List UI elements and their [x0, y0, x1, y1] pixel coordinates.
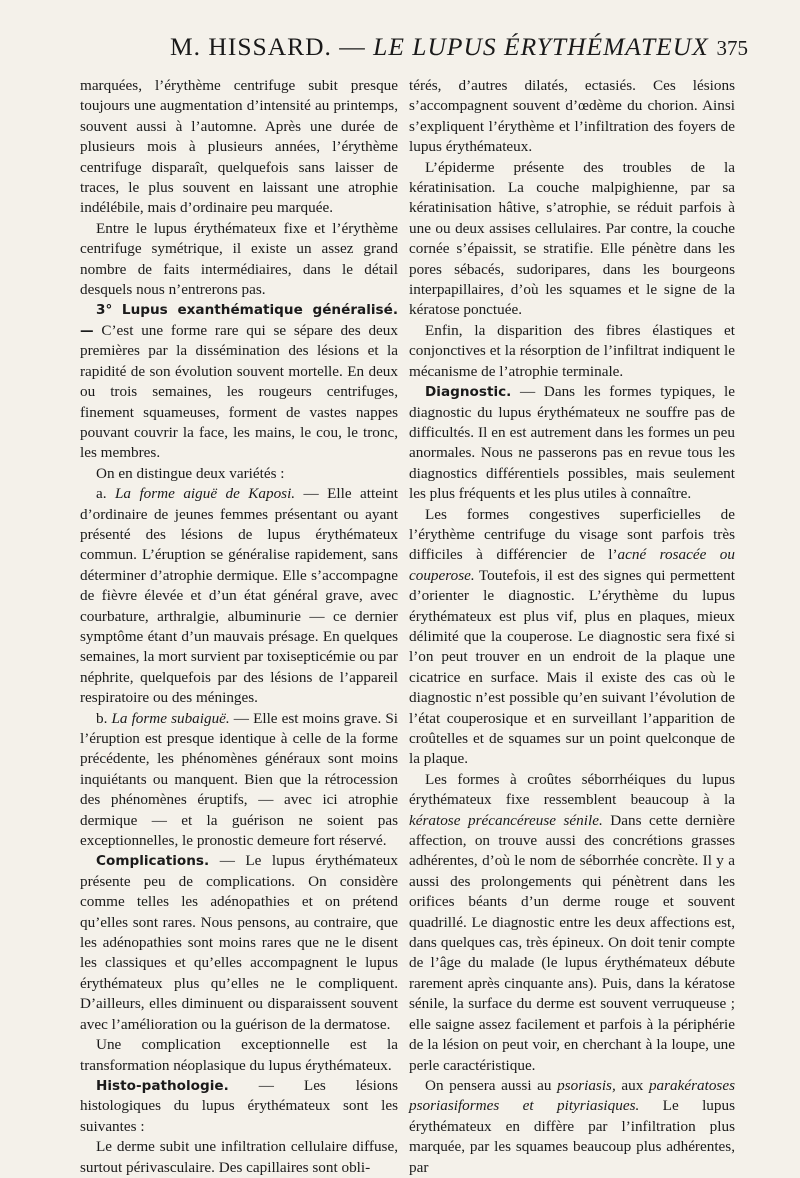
paragraph-text: — Elle est moins grave. Si l’éruption est presque identique à celle de la forme précédente, les phénomènes généraux sont moins inquiétants ou manquent. Bien que la rétrocession des phénomènes éruptifs, — avec ici atrophie dermique — et la guérison ne soient pas exceptionnelles, le pronostic demeure fort réservé.: [80, 709, 399, 850]
paragraph-text: C’est une forme rare qui se sépare des deux premières par la dissémination des lésions et la rapidité de son évolution souvent mortelle. En deux ou trois semaines, les rougeurs centrifuges, finement squameuses, forment de vastes nappes pouvant couvrir la face, les mains, le cou, le tronc, les membres.: [80, 321, 398, 462]
variety-title: La forme aiguë de Kaposi.: [114, 485, 296, 503]
paragraph-text: aux: [615, 1076, 649, 1094]
paragraph-histo-pathologie: [80, 1076, 398, 1137]
paragraph-text: — Les lésions histologiques du lupus érythémateux sont les suivantes :: [80, 1076, 398, 1135]
paragraph-psoriasis: [409, 1076, 735, 1178]
paragraph: marquées, l’érythème centrifuge subit presque toujours une augmentation d’intensité au printemps, souvent aussi à l’automne. Après une durée de plusieurs mois à plusieurs années, l’érythème centrifuge disparaît, quelquefois sans laisser de traces, le plus souvent en laissant une atrophie indélébile, mais d’ordinaire peu marquée.: [80, 77, 398, 217]
paragraph-lupus-exanthematique: [80, 300, 398, 463]
italic-term: kératose précancéreuse sénile.: [409, 811, 603, 829]
paragraph-diagnostic: [409, 382, 735, 504]
paragraph-text: — Dans les formes typiques, le diagnostic du lupus érythémateux ne souffre pas de difficultés. Il en est autrement dans les formes un peu anormales. Nous ne passerons pas en revue tous les diagnostics différentiels possibles, mais seulement les plus fréquents et les plus utiles à connaître.: [409, 383, 735, 503]
variety-title: La forme subaiguë.: [111, 709, 230, 727]
section-heading-diagnostic: Diagnostic.: [425, 384, 512, 401]
right-column: [409, 76, 735, 1178]
variety-label: b.: [96, 709, 112, 727]
header-article-title: LE LUPUS ÉRYTHÉMATEUX: [373, 32, 709, 61]
paragraph: Entre le lupus érythémateux fixe et l’érythème centrifuge symétrique, il existe un assez grand nombre de faits intermédiaires, dans le détail desquels nous n’entrerons pas.: [80, 219, 398, 299]
paragraph-text: — Elle atteint d’ordinaire de jeunes femmes présentant ou ayant présenté des lésions de lupus érythémateux commun. L’éruption se généralise rapidement, sans déterminer d’atrophie dermique. Elle s’accompagne de fièvre élevée et d’un état général grave, avec courbature, arthralgie, albuminurie — ce dernier symptôme étant d’un mauvais présage. En quelques semaines, la mort survient par toxisepticémie ou par néphrite, quelquefois par des lésions de l’appareil respiratoire ou des méninges.: [80, 485, 399, 707]
paragraph: Enfin, la disparition des fibres élastiques et conjonctives et la résorption de l’infiltrat indiquent le mécanisme de l’atrophie terminale.: [409, 321, 735, 380]
paragraph: Le derme subit une infiltration cellulaire diffuse, surtout périvasculaire. Des capillaires sont obli-: [80, 1138, 398, 1176]
section-heading-lupus-exanthematique: 3° Lupus exanthématique généralisé. —: [80, 302, 398, 339]
header-author: M. HISSARD.: [170, 32, 332, 61]
paragraph: térés, d’autres dilatés, ectasiés. Ces lésions s’accompagnent souvent d’œdème du chorion. Ainsi s’expliquent l’érythème et l’infiltration des foyers de lupus érythémateux.: [409, 77, 735, 156]
header-title: [170, 32, 709, 62]
paragraph: L’épiderme présente des troubles de la kératinisation. La couche malpighienne, par sa kératinisation hâtive, s’atrophie, se réduit parfois à une ou deux assises cellulaires. Par contre, la couche cornée s’épaissit, se stratifie. Elle pénètre dans les pores sébacés, sudoripares, dans les bourgeons interpapillaires, d’où les squames et le signe de la kératose ponctuée.: [409, 158, 735, 319]
italic-term: parakératoses psoriasiformes et pityriasiques.: [409, 1076, 735, 1115]
running-header: [80, 32, 748, 68]
paragraph-keratose: [409, 770, 735, 1076]
page-number: 375: [716, 36, 748, 60]
paragraph-text: Les formes à croûtes séborrhéiques du lupus érythémateux fixe ressemblent beaucoup à la: [409, 770, 735, 809]
header-dash: —: [331, 32, 374, 61]
paragraph: Une complication exceptionnelle est la transformation néoplasique du lupus érythémateux.: [80, 1036, 398, 1074]
paragraph-text: Dans cette dernière affection, on trouve aussi des concrétions grasses adhérentes, d’où le nom de séborrhée concrète. Il y a aussi des prolongements qui pénètrent dans les orifices béants d’un derme rouge et souvent quadrillé. Le diagnostic entre les deux affections est, dans quelques cas, très épineux. On doit tenir compte de l’âge du malade (le lupus érythémateux débute rarement après cinquante ans). Puis, dans la kératose sénile, la surface du derme est souvent verruqueuse ; elle saigne assez facilement et parfois à la périphérie de la lésion on peut voir, en cherchant à la loupe, une perle caractéristique.: [409, 811, 735, 1074]
paragraph: On en distingue deux variétés :: [96, 464, 285, 482]
paragraph-variety-a: [80, 484, 398, 708]
paragraph-text: — Le lupus érythémateux présente peu de complications. On considère comme telles les adénopathies et on prétend qu’elles sont rares. Nous pensons, au contraire, que les adénopathies sont moins rares que ne le disent les classiques et qu’elles accompagnent le lupus érythémateux plus qu’elles ne le compliquent. D’ailleurs, elles diminuent ou disparaissent souvent avec l’amélioration ou la guérison de la dermatose.: [80, 852, 398, 1033]
paragraph-text: Les formes congestives superficielles de l’érythème centrifuge du visage sont parfois très difficiles à différencier de l’: [409, 505, 735, 564]
paragraph-text: On pensera aussi au: [425, 1076, 558, 1094]
section-heading-complications: Complications.: [96, 853, 210, 870]
paragraph-couperose: [409, 505, 735, 770]
paragraph-variety-b: [80, 709, 398, 852]
section-heading-histo-pathologie: Histo-pathologie.: [96, 1077, 229, 1094]
paragraph-complications: [80, 851, 398, 1035]
variety-label: a.: [96, 485, 115, 503]
italic-term: acné rosacée ou couperose.: [409, 546, 735, 584]
italic-term: psoriasis,: [557, 1076, 616, 1094]
left-column: [80, 76, 398, 1178]
paragraph-text: Le lupus érythémateux en diffère par l’infiltration plus marquée, par les squames beaucoup plus adhérentes, par: [409, 1097, 735, 1176]
paragraph-text: Toutefois, il est des signes qui permettent d’orienter le diagnostic. L’érythème du lupus érythémateux est plus vif, plus en plaques, mieux délimité que la couperose. Le diagnostic sera fixé si l’on peut trouver en un endroit de la plaque une cicatrice en surface. Mais il existe des cas où le diagnostic n’est possible qu’en suivant l’évolution de l’état couperosique et en surveillant l’apparition de croûtelles et de squames sur un point quelconque de la plaque.: [409, 566, 735, 768]
